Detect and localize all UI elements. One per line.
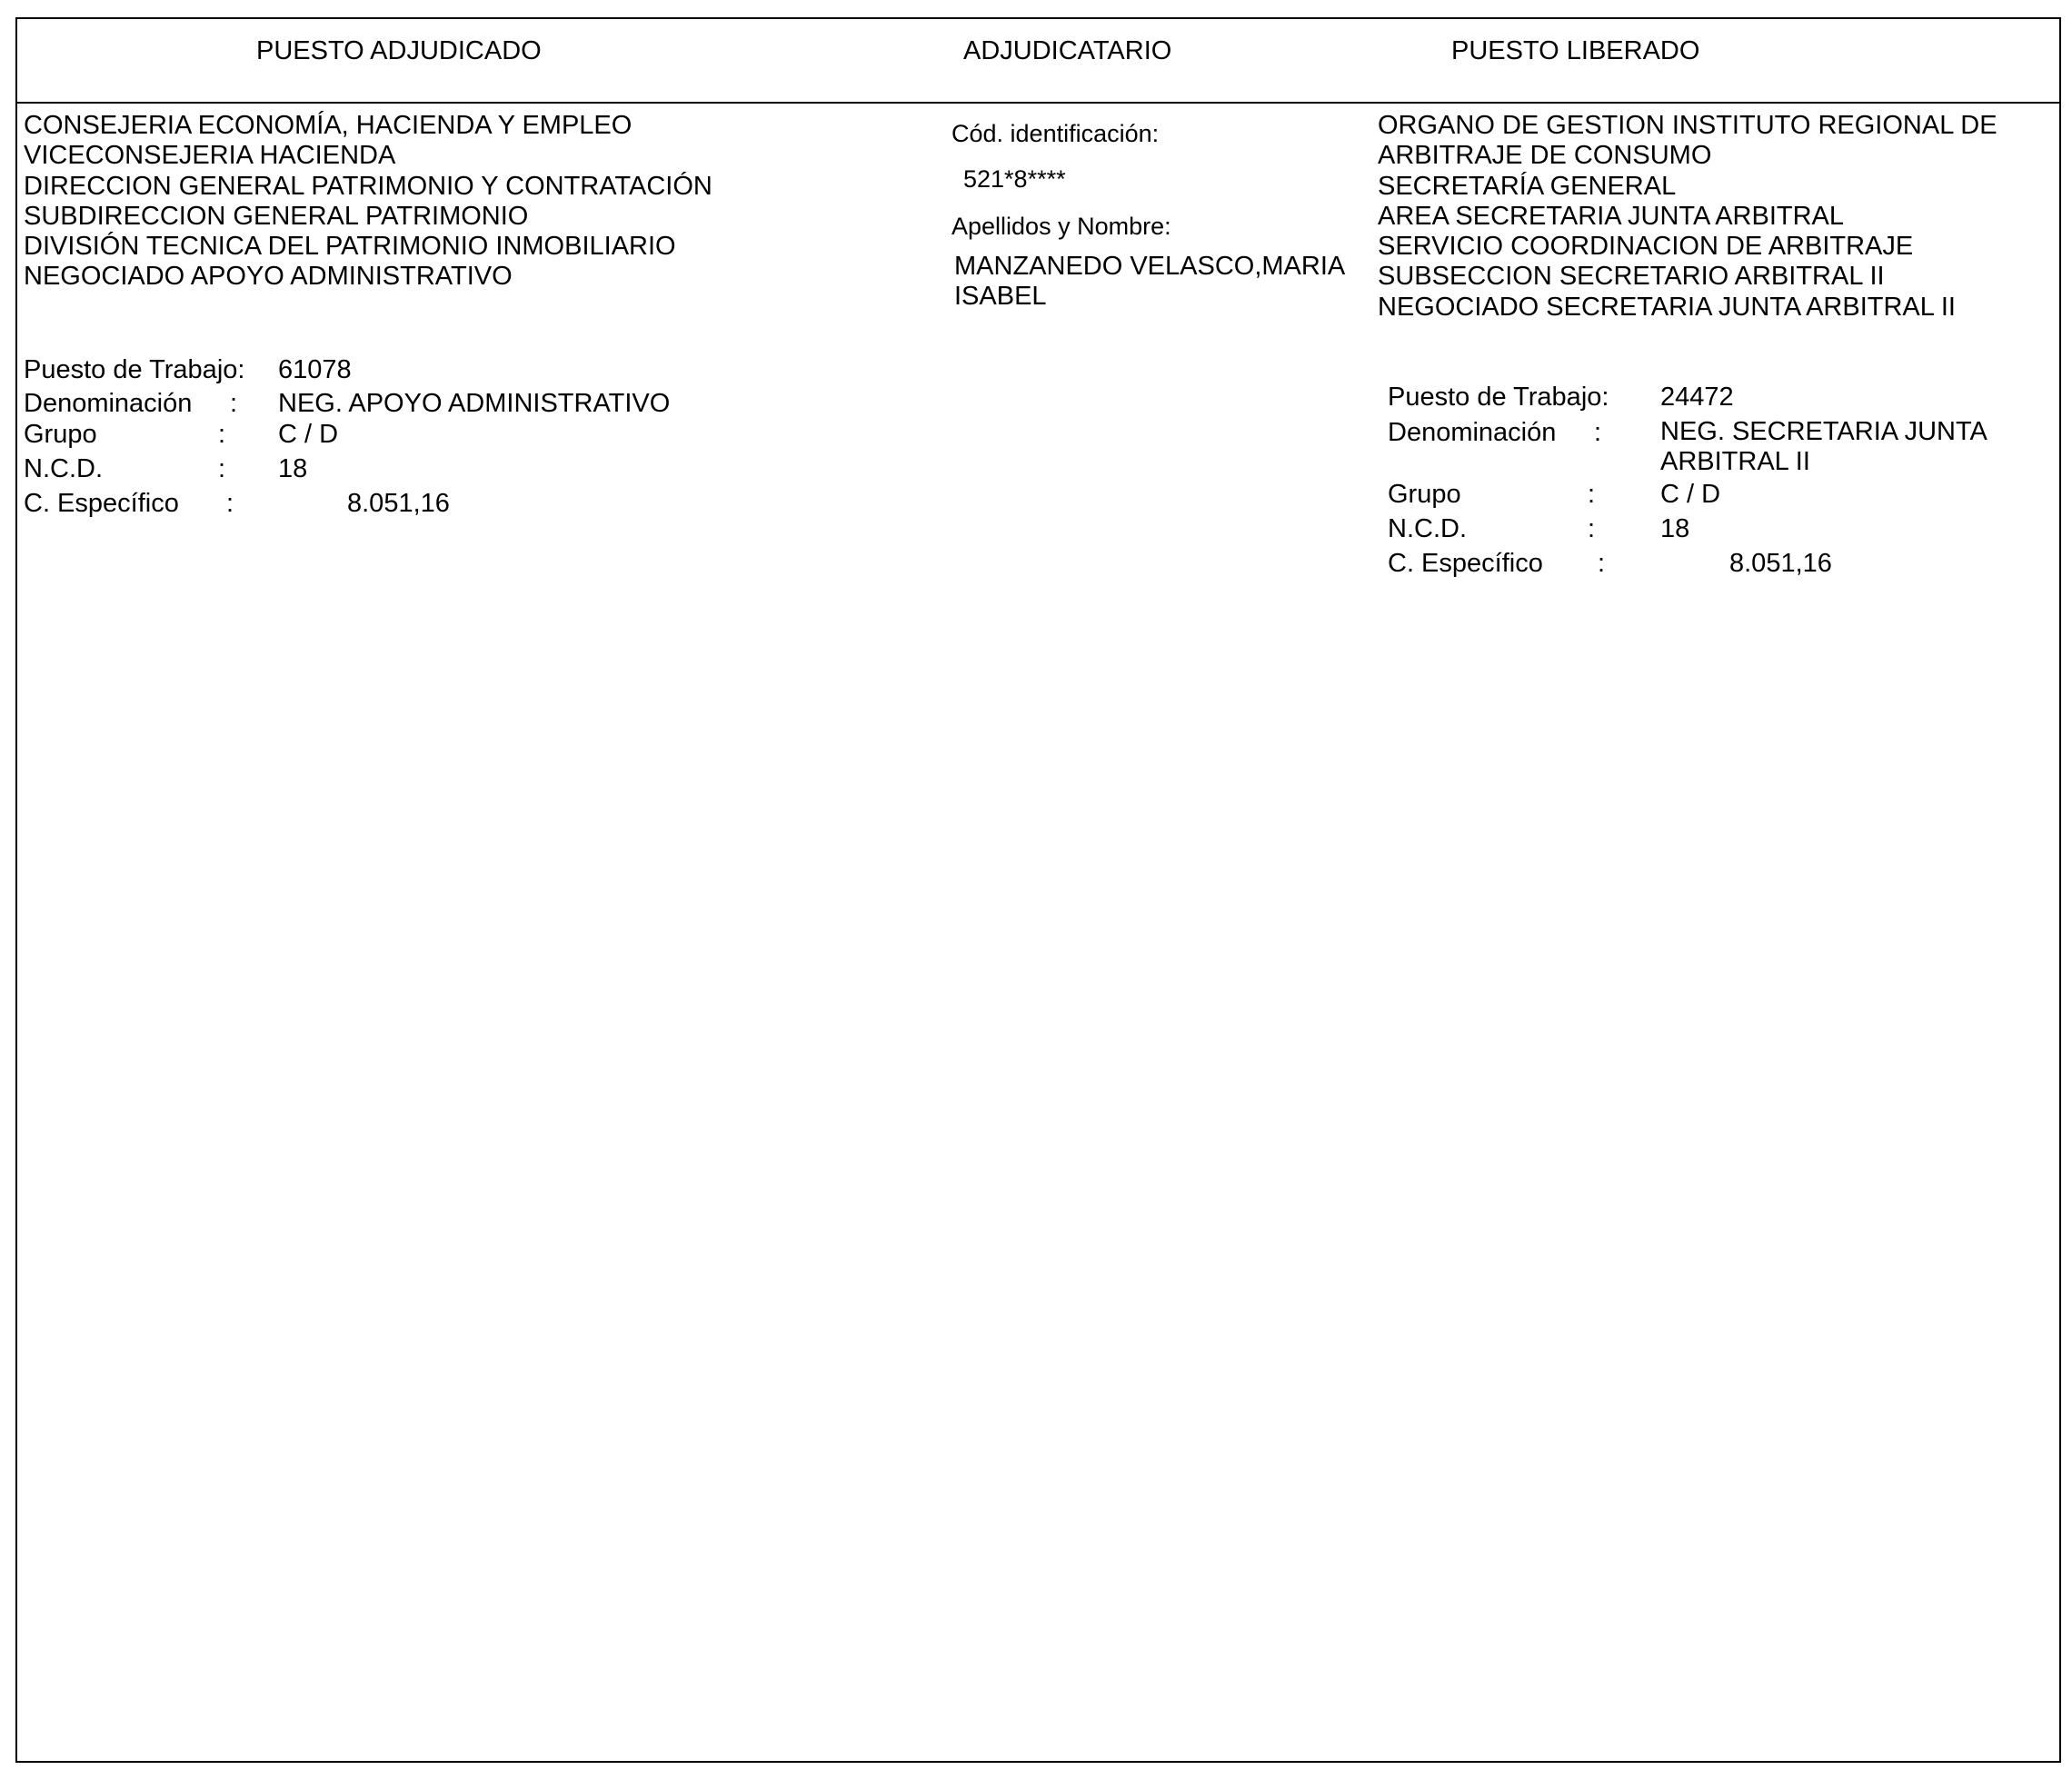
adjudicado-org-line: SUBDIRECCION GENERAL PATRIMONIO (24, 201, 529, 231)
adjudicado-puesto-value: 61078 (278, 355, 352, 384)
liberado-grupo-colon: : (1588, 480, 1596, 509)
liberado-especifico-colon: : (1598, 549, 1606, 578)
liberado-org-line: AREA SECRETARIA JUNTA ARBITRAL (1378, 201, 1845, 231)
adjudicatario-nombre-label: Apellidos y Nombre: (951, 213, 1171, 240)
liberado-org-line: ORGANO DE GESTION INSTITUTO REGIONAL DE (1378, 111, 1997, 140)
adjudicado-especifico-colon: : (226, 489, 234, 518)
adjudicado-denominacion-colon: : (230, 389, 238, 418)
liberado-puesto-value: 24472 (1660, 383, 1734, 412)
adjudicado-especifico-label: C. Específico (24, 489, 179, 518)
liberado-organization (1378, 111, 1997, 323)
liberado-grupo-value: C / D (1660, 480, 1721, 509)
adjudicado-org-line: CONSEJERIA ECONOMÍA, HACIENDA Y EMPLEO (24, 111, 633, 140)
header-puesto-liberado: PUESTO LIBERADO (1451, 36, 1700, 65)
adjudicado-denominacion-value: NEG. APOYO ADMINISTRATIVO (278, 389, 671, 418)
liberado-denominacion-colon: : (1594, 418, 1602, 447)
adjudicado-grupo-label: Grupo (24, 420, 97, 449)
liberado-especifico-value: 8.051,16 (1729, 549, 1832, 578)
adjudicatario-nombre-line: ISABEL (954, 282, 1047, 312)
liberado-org-line: NEGOCIADO SECRETARIA JUNTA ARBITRAL II (1378, 292, 1956, 322)
liberado-denominacion-line: ARBITRAL II (1660, 447, 1810, 477)
adjudicado-puesto-label: Puesto de Trabajo: (24, 355, 245, 384)
adjudicatario-nombre (954, 252, 1345, 313)
header-adjudicatario: ADJUDICATARIO (963, 36, 1172, 65)
liberado-denominacion-label: Denominación (1388, 418, 1557, 447)
adjudicado-org-line: NEGOCIADO APOYO ADMINISTRATIVO (24, 262, 513, 292)
liberado-org-line: SERVICIO COORDINACION DE ARBITRAJE (1378, 232, 1914, 262)
liberado-denominacion-value (1660, 417, 1987, 478)
header-puesto-adjudicado: PUESTO ADJUDICADO (256, 36, 542, 65)
adjudicado-ncd-label: N.C.D. (24, 454, 103, 483)
liberado-org-line: SUBSECCION SECRETARIO ARBITRAL II (1378, 262, 1885, 292)
liberado-org-line: ARBITRAJE DE CONSUMO (1378, 141, 1712, 171)
liberado-grupo-label: Grupo (1388, 480, 1461, 509)
liberado-denominacion-line: NEG. SECRETARIA JUNTA (1660, 417, 1987, 446)
header-divider (15, 102, 2061, 104)
liberado-ncd-label: N.C.D. (1388, 514, 1467, 543)
adjudicado-denominacion-label: Denominación (24, 389, 193, 418)
liberado-puesto-label: Puesto de Trabajo: (1388, 383, 1609, 412)
adjudicado-organization (24, 111, 712, 293)
adjudicatario-cod-value: 521*8**** (963, 165, 1066, 193)
adjudicado-grupo-value: C / D (278, 420, 339, 449)
adjudicado-ncd-value: 18 (278, 454, 308, 483)
adjudicado-org-line: VICECONSEJERIA HACIENDA (24, 141, 396, 171)
adjudicado-especifico-value: 8.051,16 (347, 489, 450, 518)
adjudicado-ncd-colon: : (218, 454, 226, 483)
adjudicatario-nombre-line: MANZANEDO VELASCO,MARIA (954, 252, 1346, 281)
liberado-org-line: SECRETARÍA GENERAL (1378, 171, 1677, 201)
adjudicatario-cod-label: Cód. identificación: (951, 120, 1160, 147)
liberado-ncd-colon: : (1588, 514, 1596, 543)
adjudicado-org-line: DIRECCION GENERAL PATRIMONIO Y CONTRATACIÓN (24, 171, 712, 201)
adjudicado-grupo-colon: : (218, 420, 226, 449)
liberado-ncd-value: 18 (1660, 514, 1690, 543)
adjudicado-org-line: DIVISIÓN TECNICA DEL PATRIMONIO INMOBILIARIO (24, 232, 676, 262)
liberado-especifico-label: C. Específico (1388, 549, 1543, 578)
